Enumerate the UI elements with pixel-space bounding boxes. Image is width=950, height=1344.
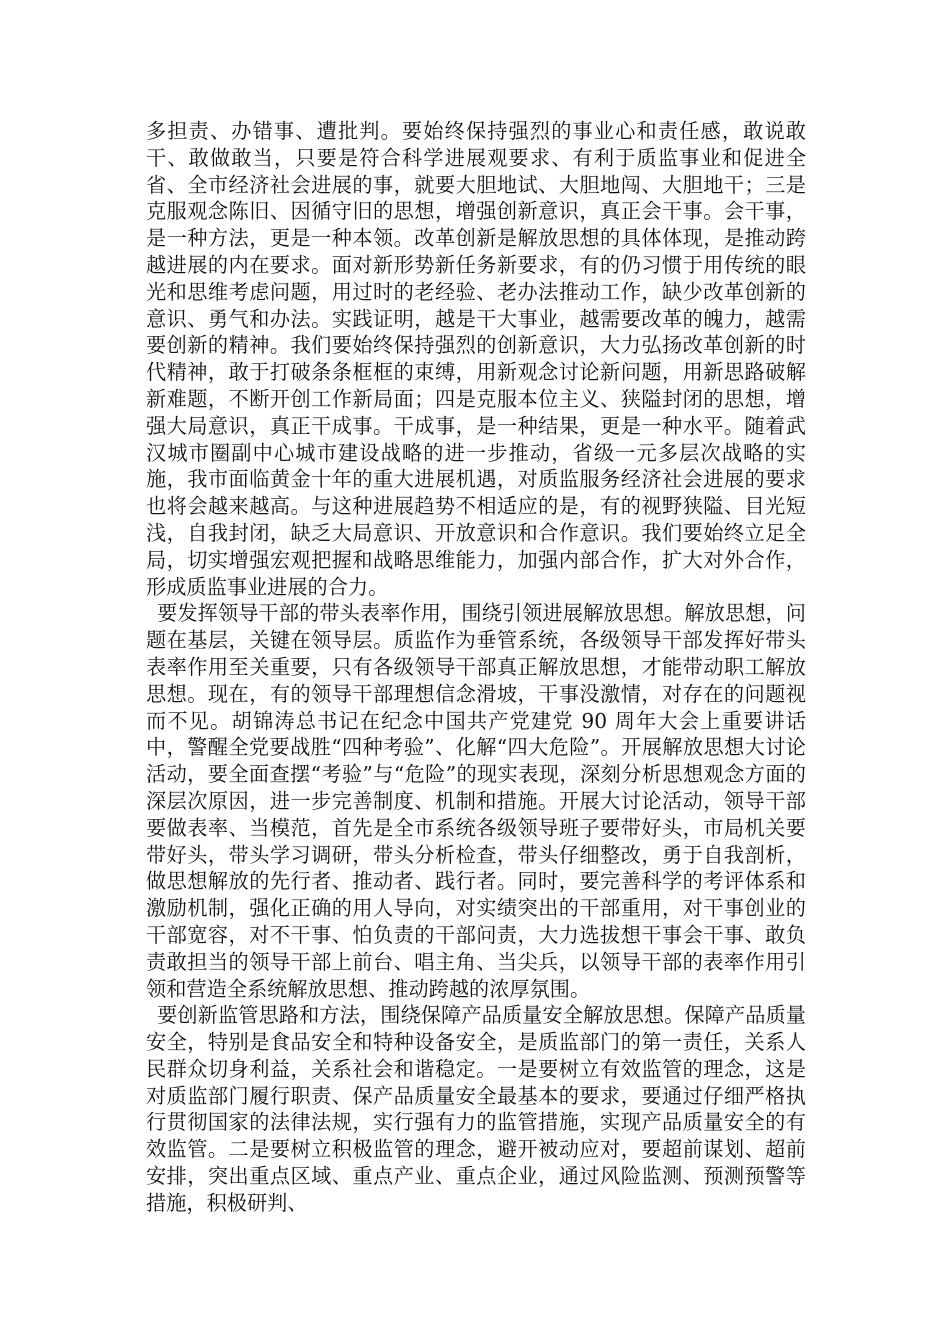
paragraph-3: 要创新监管思路和方法，围绕保障产品质量安全解放思想。保障产品质量安全，特别是食品安全和特种设备安全，是质监部门的第一责任，关系人民群众切身利益，关系社会和谐稳定。一是要树立有效监管的理念，这是对质监部门履行职责、保产品质量安全最基本的要求，要通过仔细严格执行贯彻国家的法律法规，实行强有力的监管措施，实现产品质量安全的有效监管。二是要树立积极监管的理念，避开被动应对，要超前谋划、超前安排，突出重点区域、重点产业、重点企业，通过风险监测、预测预警等措施，积极研判、 bbox=[146, 1003, 806, 1215]
paragraph-1: 多担责、办错事、遭批判。要始终保持强烈的事业心和责任感，敢说敢干、敢做敢当，只要是符合科学进展观要求、有利于质监事业和促进全省、全市经济社会进展的事，就要大胆地试、大胆地闯、大胆地干；三是克服观念陈旧、因循守旧的思想，增强创新意识，真正会干事。会干事，是一种方法，更是一种本领。改革创新是解放思想的具体体现，是推动跨越进展的内在要求。面对新形势新任务新要求，有的仍习惯于用传统的眼光和思维考虑问题，用过时的老经验、老办法推动工作，缺少改革创新的意识、勇气和办法。实践证明，越是干大事业，越需要改革的魄力，越需要创新的精神。我们要始终保持强烈的创新意识，大力弘扬改革创新的时代精神，敢于打破条条框框的束缚，用新观念讨论新问题，用新思路破解新难题，不断开创工作新局面；四是克服本位主义、狭隘封闭的思想，增强大局意识，真正干成事。干成事，是一种结果，更是一种水平。随着武汉城市圈副中心城市建设战略的进一步推动，省级一元多层次战略的实施，我市面临黄金十年的重大进展机遇，对质监服务经济社会进展的要求也将会越来越高。与这种进展趋势不相适应的是，有的视野狭隘、目光短浅，自我封闭，缺乏大局意识、开放意识和合作意识。我们要始终立足全局，切实增强宏观把握和战略思维能力，加强内部合作，扩大对外合作，形成质监事业进展的合力。 bbox=[146, 119, 806, 599]
document-page bbox=[146, 118, 806, 1217]
paragraph-2: 要发挥领导干部的带头表率作用，围绕引领进展解放思想。解放思想，问题在基层，关键在领导层。质监作为垂管系统，各级领导干部发挥好带头表率作用至关重要，只有各级领导干部真正解放思想，才能带动职工解放思想。现在，有的领导干部理想信念滑坡，干事没激情，对存在的问题视而不见。胡锦涛总书记在纪念中国共产党建党 90 周年大会上重要讲话中，警醒全党要战胜“四种考验”、化解“四大危险”。开展解放思想大讨论活动，要全面查摆“考验”与“危险”的现实表现，深刻分析思想观念方面的深层次原因，进一步完善制度、机制和措施。开展大讨论活动，领导干部要做表率、当模范，首先是全市系统各级领导班子要带好头，市局机关要带好头，带头学习调研，带头分析检查，带头仔细整改，勇于自我剖析，做思想解放的先行者、推动者、践行者。同时，要完善科学的考评体系和激励机制，强化正确的用人导向，对实绩突出的干部重用，对干事创业的干部宽容，对不干事、怕负责的干部问责，大力选拔想干事会干事、敢负责敢担当的领导干部上前台、唱主角、当尖兵，以领导干部的表率作用引领和营造全系统解放思想、推动跨越的浓厚氛围。 bbox=[146, 601, 806, 1001]
